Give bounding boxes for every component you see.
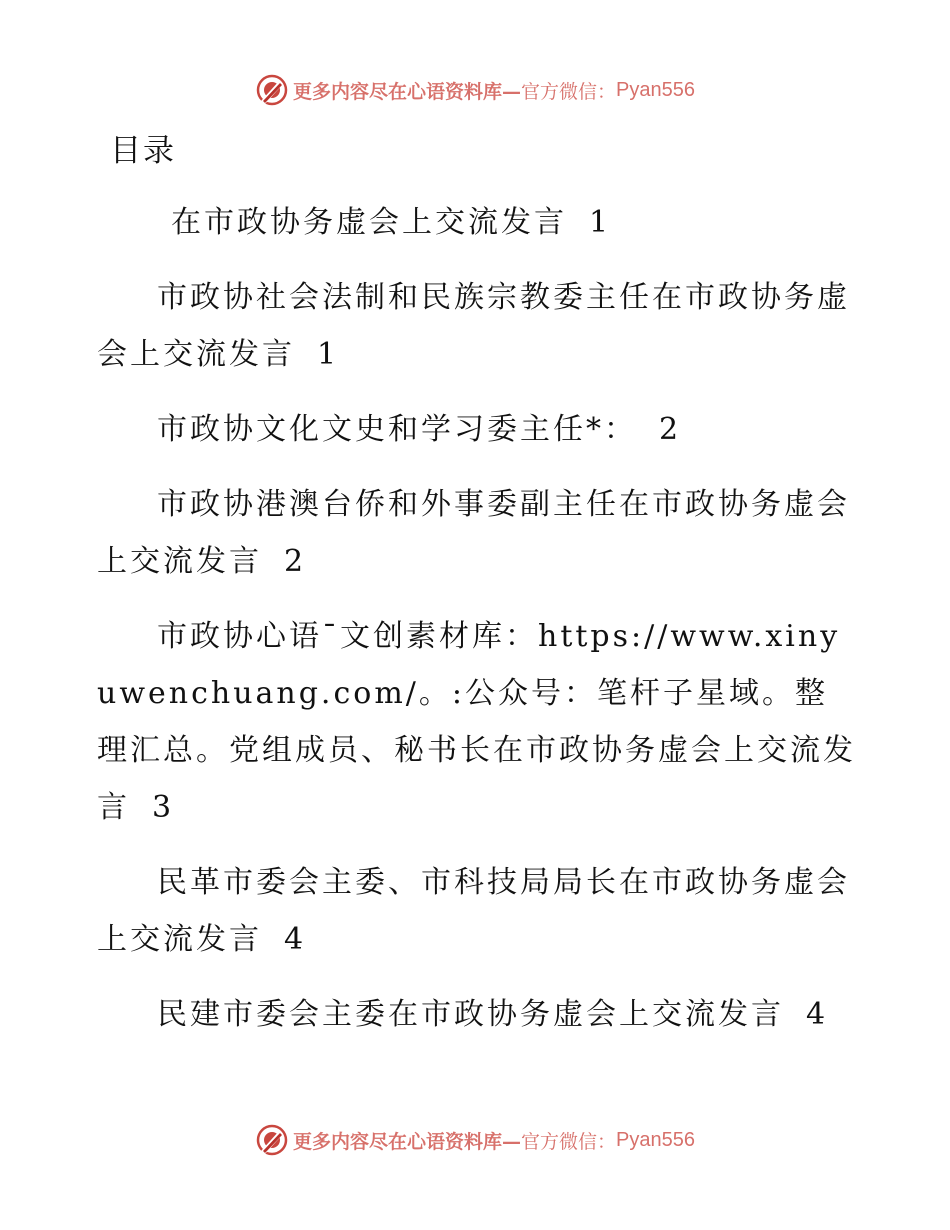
toc-entry-text: 民建市委会主委在市政协务虚会上交流发言 [157, 997, 784, 1032]
toc-entry-page: 2 [659, 412, 682, 447]
toc-entry[interactable] [97, 854, 857, 968]
toc-entry-page: 4 [284, 922, 307, 957]
toc-entry[interactable] [97, 476, 857, 590]
toc-entry[interactable] [97, 986, 857, 1043]
toc-entry[interactable] [97, 608, 857, 836]
watermark-banner-top [0, 70, 950, 110]
toc-entry-text: 市政协文化文史和学习委主任*： [157, 412, 637, 447]
watermark-banner-bottom [0, 1120, 950, 1160]
toc-entry[interactable] [97, 401, 857, 458]
watermark-wechat-label: 官方微信： [521, 80, 617, 103]
toc-entry[interactable] [97, 194, 857, 251]
toc-entry-page: 3 [152, 790, 175, 825]
toc-entry-page: 4 [806, 997, 829, 1032]
toc-title: 目录 [110, 133, 176, 169]
toc-entry-text: 在市政协务虚会上交流发言 [171, 205, 567, 240]
watermark-wechat-id: Pyan556 [616, 1128, 695, 1151]
toc-entry-text: 民革市委会主委、市科技局局长在市政协务虚会上交流发言 [97, 865, 850, 957]
watermark-text: 更多内容尽在心语资料库— [293, 1130, 522, 1153]
toc-entry-text: 市政协心语¯文创素材库：https://www.xinyuwenchuang.com/。:公众号：笔杆子星域。整理汇总。党组成员、秘书长在市政协务虚会上交流发言 [97, 619, 856, 825]
toc-entry[interactable] [97, 269, 857, 383]
watermark-wechat-id: Pyan556 [616, 78, 695, 101]
toc-list [97, 194, 857, 1061]
toc-entry-text: 市政协社会法制和民族宗教委主任在市政协务虚会上交流发言 [97, 280, 850, 372]
watermark-text: 更多内容尽在心语资料库— [293, 80, 522, 103]
toc-entry-page: 2 [284, 544, 307, 579]
toc-entry-page: 1 [317, 337, 340, 372]
pen-in-circle-logo-icon [255, 1123, 289, 1157]
toc-entry-text: 市政协港澳台侨和外事委副主任在市政协务虚会上交流发言 [97, 487, 850, 579]
toc-entry-page: 1 [589, 205, 612, 240]
watermark-wechat-label: 官方微信： [521, 1130, 617, 1153]
pen-in-circle-logo-icon [255, 73, 289, 107]
